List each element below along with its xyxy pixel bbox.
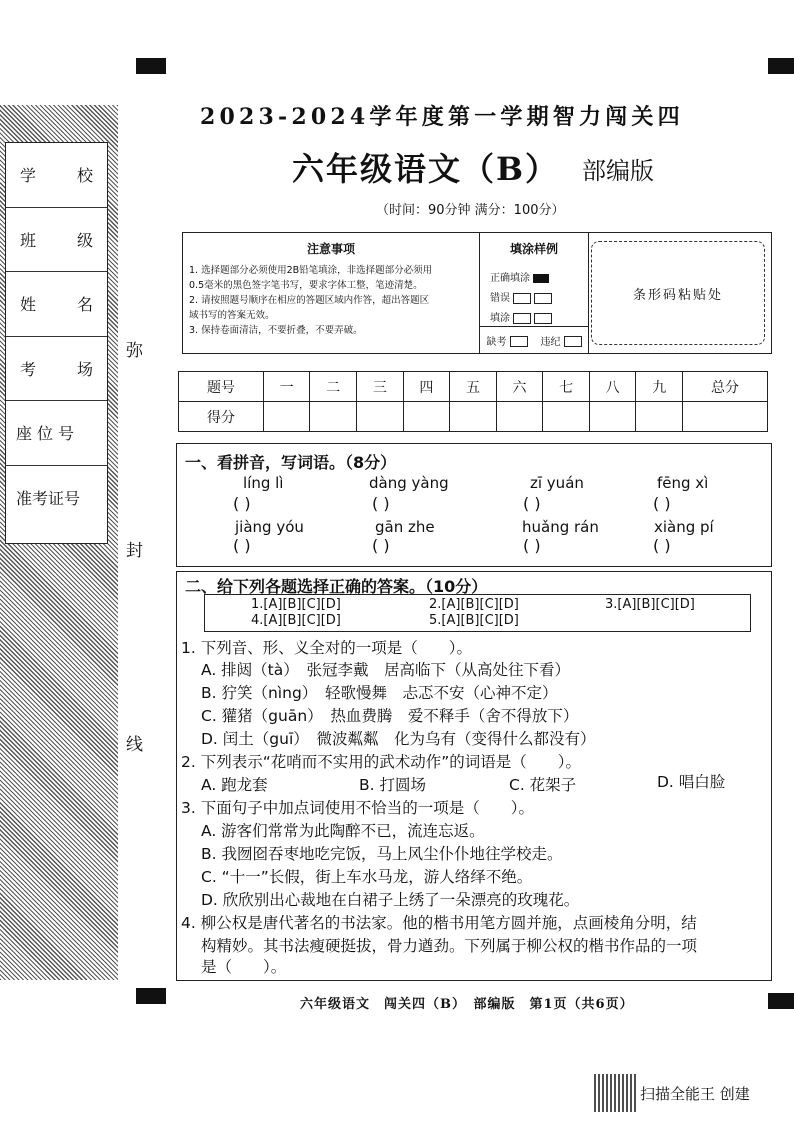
- notice-instructions: [183, 233, 480, 353]
- answer-option-row[interactable]: 2.[A][B][C][D]: [429, 597, 519, 612]
- section-2-heading: 二、给下列各题选择正确的答案。（10分）: [185, 577, 488, 596]
- seal-char-3: 线: [126, 735, 143, 755]
- school-field[interactable]: 学 校: [6, 143, 107, 208]
- registration-mark-bottom-left: [136, 988, 166, 1004]
- exam-title-main: 六年级语文（B）: [292, 150, 560, 188]
- answer-blank[interactable]: ( ): [523, 536, 541, 555]
- answer-blank[interactable]: ( ): [372, 536, 390, 555]
- absent-label: 缺考: [486, 336, 507, 348]
- seat-number-field[interactable]: 座位号: [6, 401, 107, 466]
- pinyin-prompt: xiàng pí: [654, 518, 714, 536]
- question-line: 1. 下列音、形、义全对的一项是（ ）。: [181, 639, 472, 657]
- score-header-cell: 四: [403, 372, 450, 402]
- circle-box-icon: [534, 313, 552, 324]
- score-cell[interactable]: [543, 402, 590, 432]
- score-header-cell: 三: [357, 372, 404, 402]
- option-line: B. 打圆场: [359, 776, 426, 794]
- option-line: A. 跑龙套: [201, 776, 268, 794]
- seal-char-2: 封: [126, 541, 143, 561]
- option-line: B. 我囫囵吞枣地吃完饭，马上风尘仆仆地往学校走。: [201, 845, 563, 863]
- score-row-label: 得分: [179, 402, 264, 432]
- absent-checkbox[interactable]: [510, 336, 528, 347]
- filled-box-icon: [533, 274, 549, 283]
- time-info: （时间：90分钟 满分：100分）: [376, 203, 565, 218]
- barcode-area: [591, 241, 765, 345]
- option-line: D. 唱白脸: [657, 773, 726, 791]
- pinyin-prompt: fēng xì: [657, 474, 709, 492]
- question-line: 3. 下面句子中加点词使用不恰当的一项是（ ）。: [181, 799, 534, 817]
- answer-blank[interactable]: ( ): [233, 494, 251, 513]
- option-line: A. 排闼（tà） 张冠李戴 居高临下（从高处往下看）: [201, 661, 571, 679]
- scanner-watermark: 扫描全能王 创建: [640, 1085, 750, 1103]
- wrong-fill-label-2: 填涂: [490, 313, 510, 324]
- exam-room-field[interactable]: 考 场: [6, 337, 107, 402]
- registration-mark-top-right: [768, 58, 794, 74]
- pinyin-prompt: líng lì: [243, 474, 284, 492]
- option-line: A. 游客们常常为此陶醉不已，流连忘返。: [201, 822, 485, 840]
- dot-box-icon: [513, 313, 531, 324]
- violation-checkbox[interactable]: [564, 336, 582, 347]
- name-field[interactable]: 姓 名: [6, 272, 107, 337]
- student-info-box: [5, 142, 108, 544]
- answer-sheet-box: [204, 594, 751, 632]
- score-table-score-row: [179, 402, 768, 432]
- exam-title-line1: 2023-2024学年度第一学期智力闯关四: [200, 104, 684, 130]
- pinyin-prompt: zī yuán: [530, 474, 584, 492]
- edition-label: 部编版: [582, 157, 654, 185]
- section-2-box: [176, 571, 772, 981]
- answer-option-row[interactable]: 1.[A][B][C][D]: [251, 597, 341, 612]
- score-cell[interactable]: [403, 402, 450, 432]
- question-line: 是（ ）。: [201, 958, 287, 976]
- notice-line: 1. 选择题部分必须使用2B铅笔填涂，非选择题部分必须用: [189, 265, 433, 276]
- class-field[interactable]: 班 级: [6, 208, 107, 273]
- correct-fill-label: 正确填涂: [490, 273, 530, 284]
- registration-mark-top-left: [136, 58, 166, 74]
- wrong-fill-label: 错误: [490, 293, 510, 304]
- pinyin-prompt: jiàng yóu: [235, 518, 304, 536]
- notice-line: 2. 请按照题号顺序在相应的答题区域内作答，超出答题区: [189, 295, 430, 306]
- score-cell[interactable]: [450, 402, 497, 432]
- option-line: B. 狞笑（nìng） 轻歌慢舞 忐忑不安（心神不定）: [201, 684, 558, 702]
- score-cell[interactable]: [310, 402, 357, 432]
- section-1-heading: 一、看拼音，写词语。（8分）: [185, 453, 397, 472]
- option-line: C. “十一”长假，街上车水马龙，游人络绎不绝。: [201, 868, 533, 886]
- pinyin-prompt: dàng yàng: [369, 474, 449, 492]
- section-1-box: [176, 443, 772, 567]
- question-line: 2. 下列表示“花哨而不实用的武术动作”的词语是（ ）。: [181, 753, 582, 771]
- notice-line: 域书写的答案无效。: [189, 310, 275, 321]
- answer-option-row[interactable]: 5.[A][B][C][D]: [429, 613, 519, 628]
- answer-option-row[interactable]: 3.[A][B][C][D]: [605, 597, 695, 612]
- notice-title: 注意事项: [306, 242, 355, 256]
- answer-blank[interactable]: ( ): [653, 536, 671, 555]
- score-table: [178, 371, 768, 432]
- option-line: D. 闰土（guī） 微波粼粼 化为乌有（变得什么都没有）: [201, 730, 596, 748]
- notice-line: 0.5毫米的黑色签字笔书写，要求字体工整，笔迹清楚。: [189, 280, 423, 291]
- score-cell[interactable]: [682, 402, 767, 432]
- answer-option-row[interactable]: 4.[A][B][C][D]: [251, 613, 341, 628]
- pinyin-prompt: gān zhe: [375, 518, 435, 536]
- fill-sample: [480, 233, 589, 353]
- option-line: D. 欣欣别出心裁地在白裙子上绣了一朵漂亮的玫瑰花。: [201, 891, 580, 909]
- qr-code-icon: [594, 1074, 636, 1112]
- question-line: 构精妙。其书法瘦硬挺拔，骨力遒劲。下列属于柳公权的楷书作品的一项: [201, 937, 698, 955]
- pinyin-prompt: huǎng rán: [522, 518, 599, 536]
- answer-blank[interactable]: ( ): [233, 536, 251, 555]
- answer-blank[interactable]: ( ): [653, 494, 671, 513]
- score-cell[interactable]: [496, 402, 543, 432]
- cross-box-icon: [534, 293, 552, 304]
- score-header-cell: 题号: [179, 372, 264, 402]
- score-header-cell: 八: [589, 372, 636, 402]
- violation-label: 违纪: [540, 336, 561, 348]
- score-header-cell: 二: [310, 372, 357, 402]
- seal-char-1: 弥: [126, 341, 143, 361]
- score-cell[interactable]: [357, 402, 404, 432]
- answer-blank[interactable]: ( ): [523, 494, 541, 513]
- question-line: 4. 柳公权是唐代著名的书法家。他的楷书用笔方圆并施，点画棱角分明，结: [181, 914, 697, 932]
- score-header-cell: 总分: [682, 372, 767, 402]
- answer-blank[interactable]: ( ): [372, 494, 390, 513]
- score-cell[interactable]: [589, 402, 636, 432]
- check-box-icon: [513, 293, 531, 304]
- score-cell[interactable]: [263, 402, 310, 432]
- registration-mark-bottom-right: [768, 993, 794, 1009]
- score-header-cell: 七: [543, 372, 590, 402]
- notice-line: 3. 保持卷面清洁，不要折叠，不要弄破。: [189, 325, 363, 336]
- score-header-cell: 一: [263, 372, 310, 402]
- score-header-cell: 九: [636, 372, 683, 402]
- score-table-header-row: [179, 372, 768, 402]
- option-line: C. 花架子: [509, 776, 577, 794]
- notice-box: [182, 232, 772, 354]
- score-cell[interactable]: [636, 402, 683, 432]
- page-footer: 六年级语文 闯关四（B） 部编版 第1页（共6页）: [300, 997, 634, 1012]
- fill-sample-title: 填涂样例: [509, 242, 558, 256]
- option-line: C. 獾猪（guān） 热血费腾 爱不释手（舍不得放下）: [201, 707, 579, 725]
- score-header-cell: 五: [450, 372, 497, 402]
- score-header-cell: 六: [496, 372, 543, 402]
- exam-id-field[interactable]: 准考证号: [16, 489, 81, 509]
- barcode-label: 条形码粘贴处: [632, 287, 723, 303]
